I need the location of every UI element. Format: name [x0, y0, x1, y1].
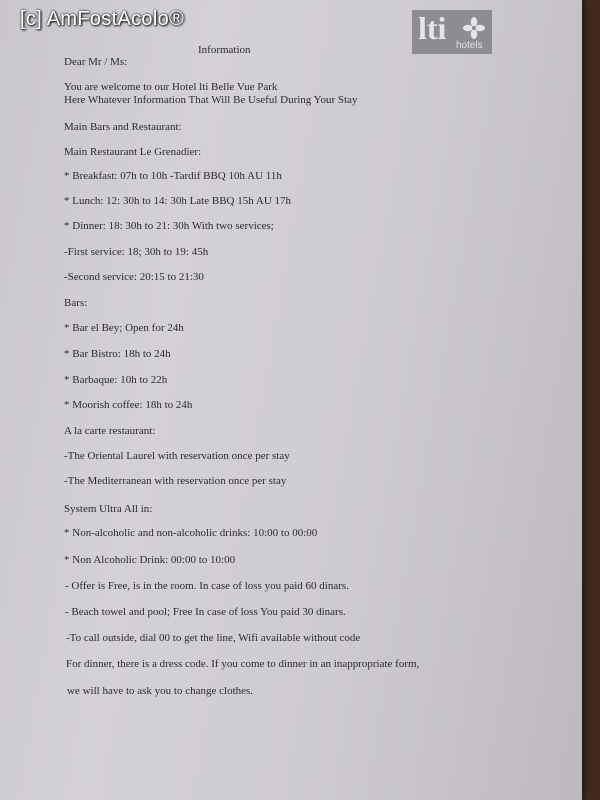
list-item: - Offer is Free, is in the room. In case of loss you paid 60 dinars.	[65, 580, 349, 592]
list-item: -Second service: 20:15 to 21:30	[64, 271, 204, 283]
salutation: Dear Mr / Ms:	[64, 56, 128, 68]
list-item: * Bar Bistro: 18h to 24h	[64, 348, 171, 360]
logo-subtitle: hotels	[456, 40, 483, 51]
list-item: * Dinner: 18: 30h to 21: 30h With two services;	[64, 220, 274, 232]
list-item: * Breakfast: 07h to 10h -Tardif BBQ 10h AU 11h	[64, 170, 282, 182]
section-heading: Bars:	[64, 297, 88, 309]
list-item: -The Oriental Laurel with reservation once per stay	[64, 450, 290, 462]
list-item: -First service: 18; 30h to 19: 45h	[64, 246, 209, 258]
list-item: -To call outside, dial 00 to get the line, Wifi available without code	[66, 632, 361, 644]
section-heading: Main Restaurant Le Grenadier:	[64, 146, 202, 158]
intro-line: Here Whatever Information That Will Be Useful During Your Stay	[64, 94, 358, 106]
list-item: * Lunch: 12: 30h to 14: 30h Late BBQ 15h AU 17h	[64, 195, 292, 207]
list-item: * Non Alcoholic Drink: 00:00 to 10:00	[64, 554, 236, 566]
list-item: - Beach towel and pool; Free In case of loss You paid 30 dinars.	[65, 606, 346, 618]
logo-brand: lti	[418, 10, 447, 46]
dress-code-line: For dinner, there is a dress code. If you come to dinner in an inappropriate form,	[66, 658, 420, 670]
section-heading: Main Bars and Restaurant:	[64, 121, 182, 133]
list-item: * Bar el Bey; Open for 24h	[64, 322, 184, 334]
section-heading: System Ultra All in:	[64, 503, 153, 515]
list-item: -The Mediterranean with reservation once per stay	[64, 475, 287, 487]
section-heading: A la carte restaurant:	[64, 425, 156, 437]
list-item: * Moorish coffee: 18h to 24h	[64, 399, 193, 411]
document-title: Information	[198, 44, 251, 56]
list-item: * Non-alcoholic and non-alcoholic drinks: 10:00 to 00:00	[64, 527, 318, 539]
dress-code-line: we will have to ask you to change clothes.	[67, 685, 254, 697]
welcome-line: You are welcome to our Hotel lti Belle Vue Park	[64, 81, 278, 93]
watermark: [c] AmFostAcolo®	[20, 8, 185, 30]
list-item: * Barbaque: 10h to 22h	[64, 374, 168, 386]
